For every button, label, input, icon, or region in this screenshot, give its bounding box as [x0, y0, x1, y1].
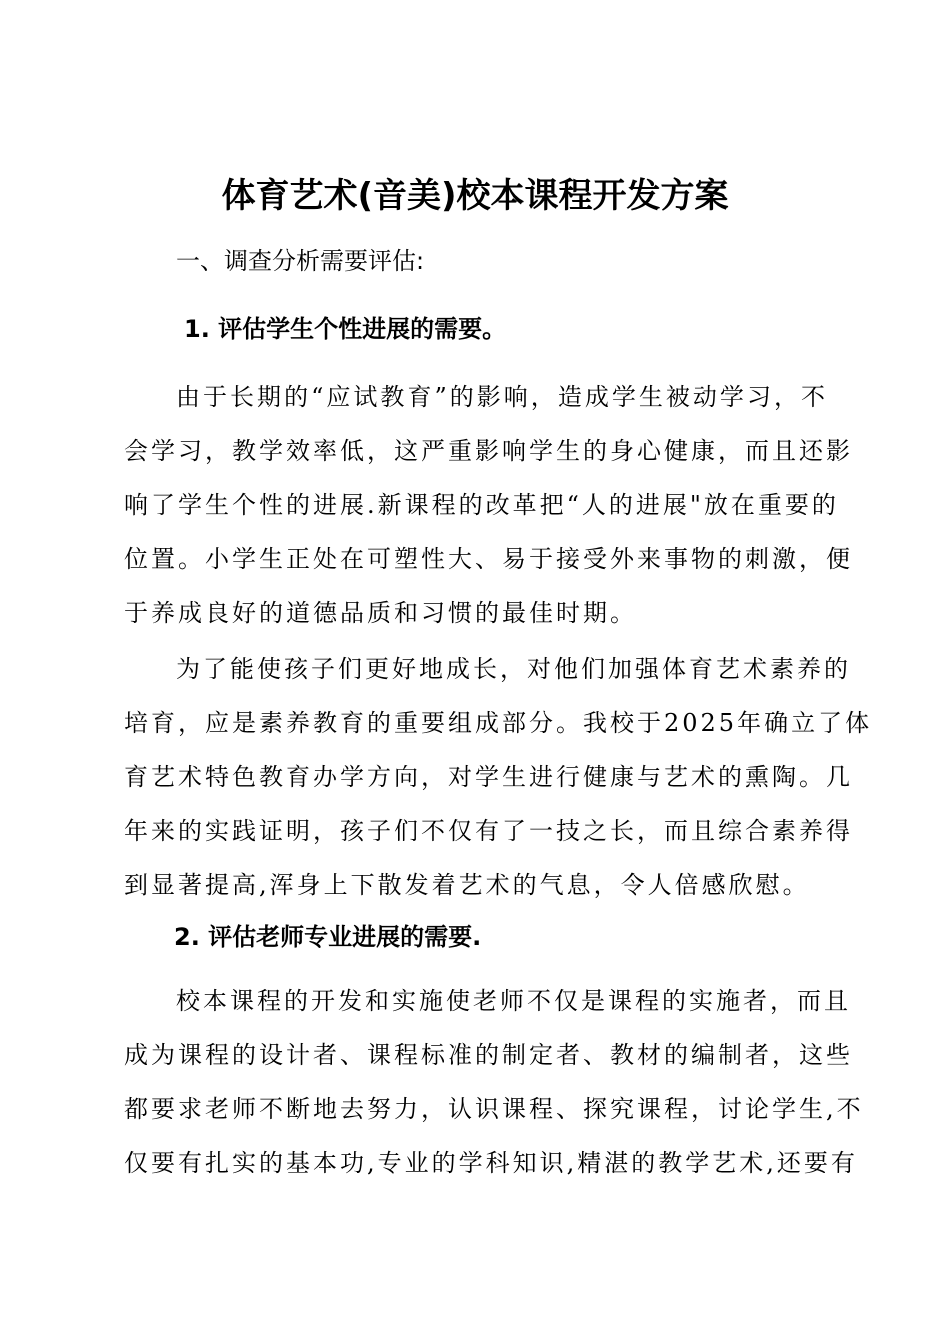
paragraph-line: 会学习，教学效率低，这严重影响学生的身心健康，而且还影 — [124, 437, 853, 465]
paragraph-line: 为了能使孩子们更好地成长，对他们加强体育艺术素养的 — [176, 655, 851, 683]
paragraph-line: 仅要有扎实的基本功,专业的学科知识,精湛的教学艺术,还要有 — [124, 1149, 858, 1177]
subheading-teacher-needs: 2. 评估老师专业进展的需要. — [174, 923, 482, 951]
paragraph-line: 于养成良好的道德品质和习惯的最佳时期。 — [124, 599, 637, 627]
paragraph-student-needs — [124, 370, 853, 640]
paragraph-line: 响了学生个性的进展.新课程的改革把“人的进展"放在重要的 — [124, 491, 839, 519]
paragraph-arts-education — [124, 642, 873, 912]
paragraph-line: 育艺术特色教育办学方向，对学生进行健康与艺术的熏陶。几 — [124, 763, 853, 791]
paragraph-teacher-needs — [124, 974, 864, 1190]
section-heading-survey: 一、调查分析需要评估: — [176, 247, 425, 275]
paragraph-line: 校本课程的开发和实施使老师不仅是课程的实施者，而且 — [176, 987, 851, 1015]
paragraph-line: 年来的实践证明，孩子们不仅有了一技之长，而且综合素养得 — [124, 817, 853, 845]
paragraph-line: 成为课程的设计者、课程标准的制定者、教材的编制者，这些 — [124, 1041, 853, 1069]
paragraph-line: 由于长期的“应试教育”的影响，造成学生被动学习，不 — [176, 383, 828, 411]
page-title: 体育艺术(音美)校本课程开发方案 — [221, 176, 729, 216]
paragraph-line: 到显著提高,浑身上下散发着艺术的气息，令人倍感欣慰。 — [124, 871, 810, 899]
paragraph-line: 都要求老师不断地去努力，认识课程、探究课程，讨论学生,不 — [124, 1095, 864, 1123]
paragraph-line: 培育，应是素养教育的重要组成部分。我校于2025年确立了体 — [124, 709, 873, 737]
paragraph-line: 位置。小学生正处在可塑性大、易于接受外来事物的刺激，便 — [124, 545, 853, 573]
subheading-student-needs: 1. 评估学生个性进展的需要。 — [184, 315, 507, 343]
